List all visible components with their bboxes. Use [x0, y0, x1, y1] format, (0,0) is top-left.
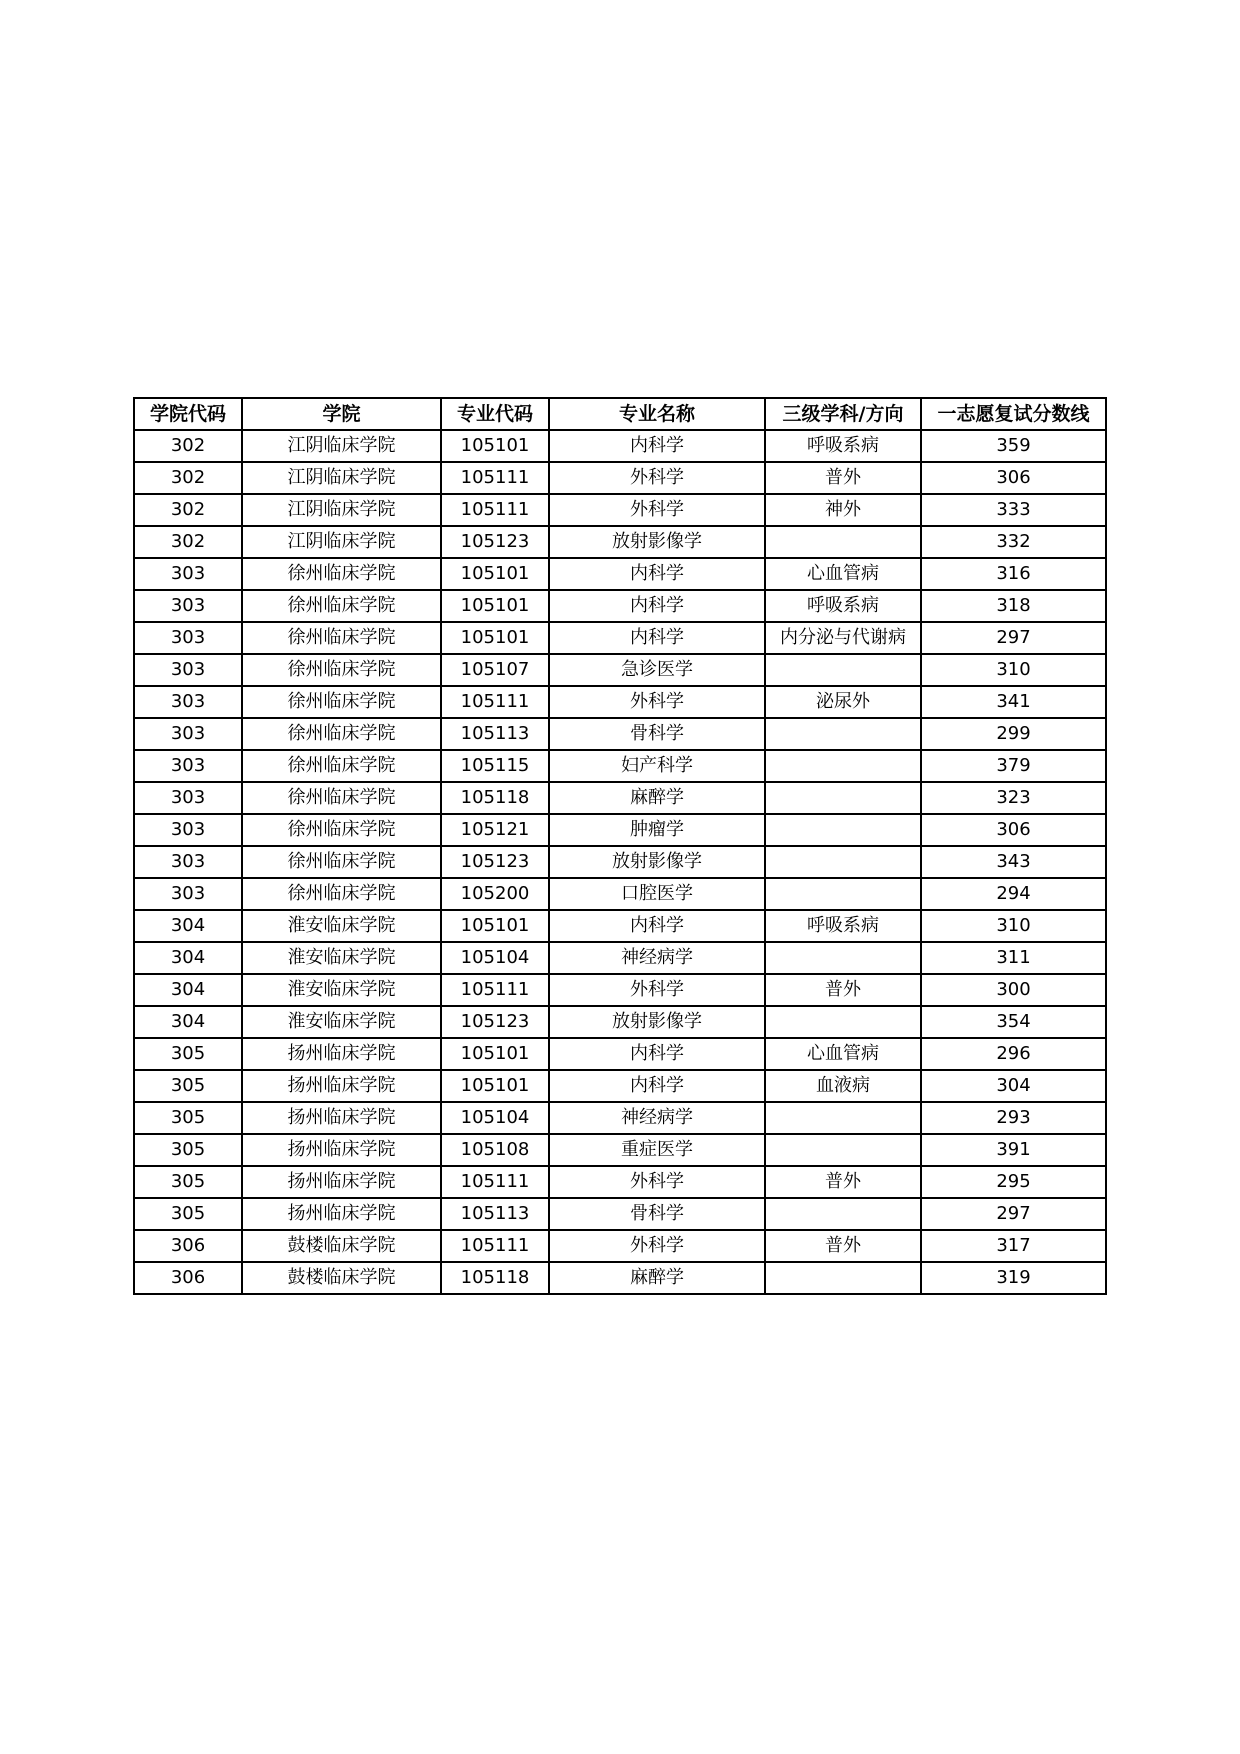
retest-score-cell: 316: [921, 558, 1106, 590]
major-name-cell: 放射影像学: [549, 846, 765, 878]
subdiscipline-cell: [765, 1198, 921, 1230]
college-code-cell: 305: [134, 1134, 242, 1166]
college-cell: 徐州临床学院: [242, 622, 441, 654]
major-code-cell: 105113: [441, 1198, 549, 1230]
college-cell: 扬州临床学院: [242, 1038, 441, 1070]
table-row: [134, 430, 1106, 462]
retest-score-cell: 379: [921, 750, 1106, 782]
subdiscipline-cell: [765, 846, 921, 878]
table-row: [134, 1102, 1106, 1134]
subdiscipline-cell: [765, 814, 921, 846]
major-code-cell: 105104: [441, 1102, 549, 1134]
table-row: [134, 718, 1106, 750]
college-code-cell: 304: [134, 974, 242, 1006]
college-cell: 淮安临床学院: [242, 942, 441, 974]
retest-score-cell: 293: [921, 1102, 1106, 1134]
major-name-cell: 放射影像学: [549, 1006, 765, 1038]
major-code-cell: 105101: [441, 590, 549, 622]
college-code-cell: 302: [134, 462, 242, 494]
retest-score-cell: 354: [921, 1006, 1106, 1038]
major-code-cell: 105111: [441, 974, 549, 1006]
retest-score-cell: 299: [921, 718, 1106, 750]
table-row: [134, 974, 1106, 1006]
college-code-cell: 305: [134, 1038, 242, 1070]
major-code-cell: 105111: [441, 686, 549, 718]
subdiscipline-cell: 呼吸系病: [765, 430, 921, 462]
major-name-cell: 外科学: [549, 1166, 765, 1198]
retest-score-cell: 306: [921, 462, 1106, 494]
college-code-cell: 303: [134, 878, 242, 910]
subdiscipline-cell: [765, 878, 921, 910]
subdiscipline-cell: [765, 654, 921, 686]
retest-score-cell: 318: [921, 590, 1106, 622]
subdiscipline-cell: [765, 526, 921, 558]
major-code-cell: 105101: [441, 430, 549, 462]
major-name-cell: 神经病学: [549, 1102, 765, 1134]
table-row: [134, 622, 1106, 654]
subdiscipline-cell: [765, 782, 921, 814]
table-row: [134, 846, 1106, 878]
college-code-cell: 303: [134, 750, 242, 782]
table-row: [134, 526, 1106, 558]
retest-score-cell: 295: [921, 1166, 1106, 1198]
major-name-cell: 外科学: [549, 462, 765, 494]
college-code-cell: 304: [134, 942, 242, 974]
college-code-cell: 303: [134, 846, 242, 878]
retest-score-cell: 297: [921, 622, 1106, 654]
major-code-cell: 105115: [441, 750, 549, 782]
subdiscipline-cell: 心血管病: [765, 1038, 921, 1070]
subdiscipline-cell: 内分泌与代谢病: [765, 622, 921, 654]
subdiscipline-cell: 普外: [765, 974, 921, 1006]
subdiscipline-cell: 呼吸系病: [765, 590, 921, 622]
college-code-cell: 304: [134, 910, 242, 942]
major-name-cell: 外科学: [549, 974, 765, 1006]
major-code-cell: 105111: [441, 462, 549, 494]
college-cell: 扬州临床学院: [242, 1134, 441, 1166]
subdiscipline-cell: 心血管病: [765, 558, 921, 590]
major-name-cell: 内科学: [549, 622, 765, 654]
college-cell: 徐州临床学院: [242, 590, 441, 622]
table-row: [134, 654, 1106, 686]
major-code-cell: 105123: [441, 526, 549, 558]
major-name-cell: 急诊医学: [549, 654, 765, 686]
header-subdiscipline: 三级学科/方向: [765, 398, 921, 430]
major-code-cell: 105118: [441, 1262, 549, 1294]
major-code-cell: 105101: [441, 622, 549, 654]
subdiscipline-cell: [765, 718, 921, 750]
major-name-cell: 肿瘤学: [549, 814, 765, 846]
subdiscipline-cell: [765, 1262, 921, 1294]
retest-score-cell: 310: [921, 910, 1106, 942]
college-cell: 扬州临床学院: [242, 1070, 441, 1102]
retest-score-cell: 296: [921, 1038, 1106, 1070]
college-cell: 淮安临床学院: [242, 974, 441, 1006]
college-cell: 徐州临床学院: [242, 718, 441, 750]
college-code-cell: 303: [134, 558, 242, 590]
major-code-cell: 105111: [441, 1230, 549, 1262]
retest-score-cell: 359: [921, 430, 1106, 462]
header-retest-score: 一志愿复试分数线: [921, 398, 1106, 430]
major-code-cell: 105123: [441, 846, 549, 878]
table-row: [134, 1134, 1106, 1166]
college-code-cell: 303: [134, 590, 242, 622]
college-cell: 扬州临床学院: [242, 1198, 441, 1230]
retest-score-cell: 319: [921, 1262, 1106, 1294]
table-row: [134, 782, 1106, 814]
subdiscipline-cell: 普外: [765, 462, 921, 494]
major-name-cell: 重症医学: [549, 1134, 765, 1166]
table-row: [134, 1006, 1106, 1038]
college-code-cell: 303: [134, 622, 242, 654]
subdiscipline-cell: 呼吸系病: [765, 910, 921, 942]
major-code-cell: 105111: [441, 1166, 549, 1198]
subdiscipline-cell: [765, 1134, 921, 1166]
major-name-cell: 内科学: [549, 590, 765, 622]
college-cell: 徐州临床学院: [242, 654, 441, 686]
college-cell: 江阴临床学院: [242, 526, 441, 558]
college-cell: 淮安临床学院: [242, 910, 441, 942]
header-major-code: 专业代码: [441, 398, 549, 430]
college-code-cell: 305: [134, 1070, 242, 1102]
table-row: [134, 910, 1106, 942]
college-code-cell: 304: [134, 1006, 242, 1038]
college-cell: 江阴临床学院: [242, 462, 441, 494]
major-name-cell: 外科学: [549, 494, 765, 526]
major-code-cell: 105113: [441, 718, 549, 750]
retest-score-cell: 306: [921, 814, 1106, 846]
college-code-cell: 303: [134, 654, 242, 686]
table-row: [134, 1038, 1106, 1070]
college-code-cell: 303: [134, 782, 242, 814]
table-row: [134, 1262, 1106, 1294]
college-cell: 徐州临床学院: [242, 814, 441, 846]
retest-score-cell: 317: [921, 1230, 1106, 1262]
subdiscipline-cell: [765, 1102, 921, 1134]
table-header-row: [134, 398, 1106, 430]
major-name-cell: 麻醉学: [549, 1262, 765, 1294]
major-code-cell: 105108: [441, 1134, 549, 1166]
major-name-cell: 骨科学: [549, 718, 765, 750]
major-code-cell: 105118: [441, 782, 549, 814]
major-code-cell: 105101: [441, 910, 549, 942]
table-row: [134, 1166, 1106, 1198]
header-major-name: 专业名称: [549, 398, 765, 430]
college-cell: 徐州临床学院: [242, 878, 441, 910]
major-code-cell: 105107: [441, 654, 549, 686]
retest-score-cell: 343: [921, 846, 1106, 878]
college-cell: 淮安临床学院: [242, 1006, 441, 1038]
retest-score-cell: 333: [921, 494, 1106, 526]
college-code-cell: 302: [134, 430, 242, 462]
retest-score-cell: 300: [921, 974, 1106, 1006]
college-code-cell: 305: [134, 1166, 242, 1198]
major-name-cell: 外科学: [549, 686, 765, 718]
college-code-cell: 306: [134, 1230, 242, 1262]
subdiscipline-cell: [765, 942, 921, 974]
retest-score-cell: 311: [921, 942, 1106, 974]
college-code-cell: 305: [134, 1102, 242, 1134]
major-code-cell: 105101: [441, 1070, 549, 1102]
college-cell: 徐州临床学院: [242, 846, 441, 878]
table-row: [134, 942, 1106, 974]
header-college: 学院: [242, 398, 441, 430]
table-row: [134, 590, 1106, 622]
college-cell: 徐州临床学院: [242, 558, 441, 590]
major-name-cell: 内科学: [549, 1038, 765, 1070]
table-body: [134, 430, 1106, 1294]
major-code-cell: 105111: [441, 494, 549, 526]
major-code-cell: 105104: [441, 942, 549, 974]
college-code-cell: 305: [134, 1198, 242, 1230]
table-row: [134, 686, 1106, 718]
retest-score-cell: 304: [921, 1070, 1106, 1102]
college-cell: 江阴临床学院: [242, 494, 441, 526]
subdiscipline-cell: [765, 1006, 921, 1038]
subdiscipline-cell: [765, 750, 921, 782]
college-code-cell: 303: [134, 686, 242, 718]
major-name-cell: 口腔医学: [549, 878, 765, 910]
college-cell: 江阴临床学院: [242, 430, 441, 462]
retest-score-cell: 391: [921, 1134, 1106, 1166]
table-row: [134, 462, 1106, 494]
retest-score-table: [133, 397, 1107, 1295]
retest-score-cell: 294: [921, 878, 1106, 910]
subdiscipline-cell: 泌尿外: [765, 686, 921, 718]
major-code-cell: 105121: [441, 814, 549, 846]
subdiscipline-cell: 血液病: [765, 1070, 921, 1102]
college-code-cell: 302: [134, 494, 242, 526]
table-row: [134, 1070, 1106, 1102]
major-name-cell: 骨科学: [549, 1198, 765, 1230]
major-code-cell: 105101: [441, 1038, 549, 1070]
table-row: [134, 814, 1106, 846]
retest-score-cell: 310: [921, 654, 1106, 686]
table-row: [134, 558, 1106, 590]
table-row: [134, 1198, 1106, 1230]
major-name-cell: 麻醉学: [549, 782, 765, 814]
subdiscipline-cell: 普外: [765, 1166, 921, 1198]
college-cell: 鼓楼临床学院: [242, 1230, 441, 1262]
college-cell: 扬州临床学院: [242, 1102, 441, 1134]
retest-score-cell: 297: [921, 1198, 1106, 1230]
subdiscipline-cell: 普外: [765, 1230, 921, 1262]
retest-score-cell: 341: [921, 686, 1106, 718]
college-cell: 徐州临床学院: [242, 686, 441, 718]
header-college-code: 学院代码: [134, 398, 242, 430]
major-name-cell: 内科学: [549, 430, 765, 462]
college-code-cell: 306: [134, 1262, 242, 1294]
major-name-cell: 内科学: [549, 910, 765, 942]
table-row: [134, 878, 1106, 910]
college-cell: 扬州临床学院: [242, 1166, 441, 1198]
major-name-cell: 内科学: [549, 558, 765, 590]
college-cell: 徐州临床学院: [242, 750, 441, 782]
major-code-cell: 105101: [441, 558, 549, 590]
table-row: [134, 1230, 1106, 1262]
major-name-cell: 神经病学: [549, 942, 765, 974]
table-row: [134, 750, 1106, 782]
college-cell: 徐州临床学院: [242, 782, 441, 814]
major-name-cell: 内科学: [549, 1070, 765, 1102]
major-code-cell: 105123: [441, 1006, 549, 1038]
table-row: [134, 494, 1106, 526]
college-code-cell: 302: [134, 526, 242, 558]
college-cell: 鼓楼临床学院: [242, 1262, 441, 1294]
major-name-cell: 妇产科学: [549, 750, 765, 782]
retest-score-cell: 332: [921, 526, 1106, 558]
subdiscipline-cell: 神外: [765, 494, 921, 526]
college-code-cell: 303: [134, 814, 242, 846]
college-code-cell: 303: [134, 718, 242, 750]
retest-score-cell: 323: [921, 782, 1106, 814]
major-code-cell: 105200: [441, 878, 549, 910]
major-name-cell: 放射影像学: [549, 526, 765, 558]
major-name-cell: 外科学: [549, 1230, 765, 1262]
